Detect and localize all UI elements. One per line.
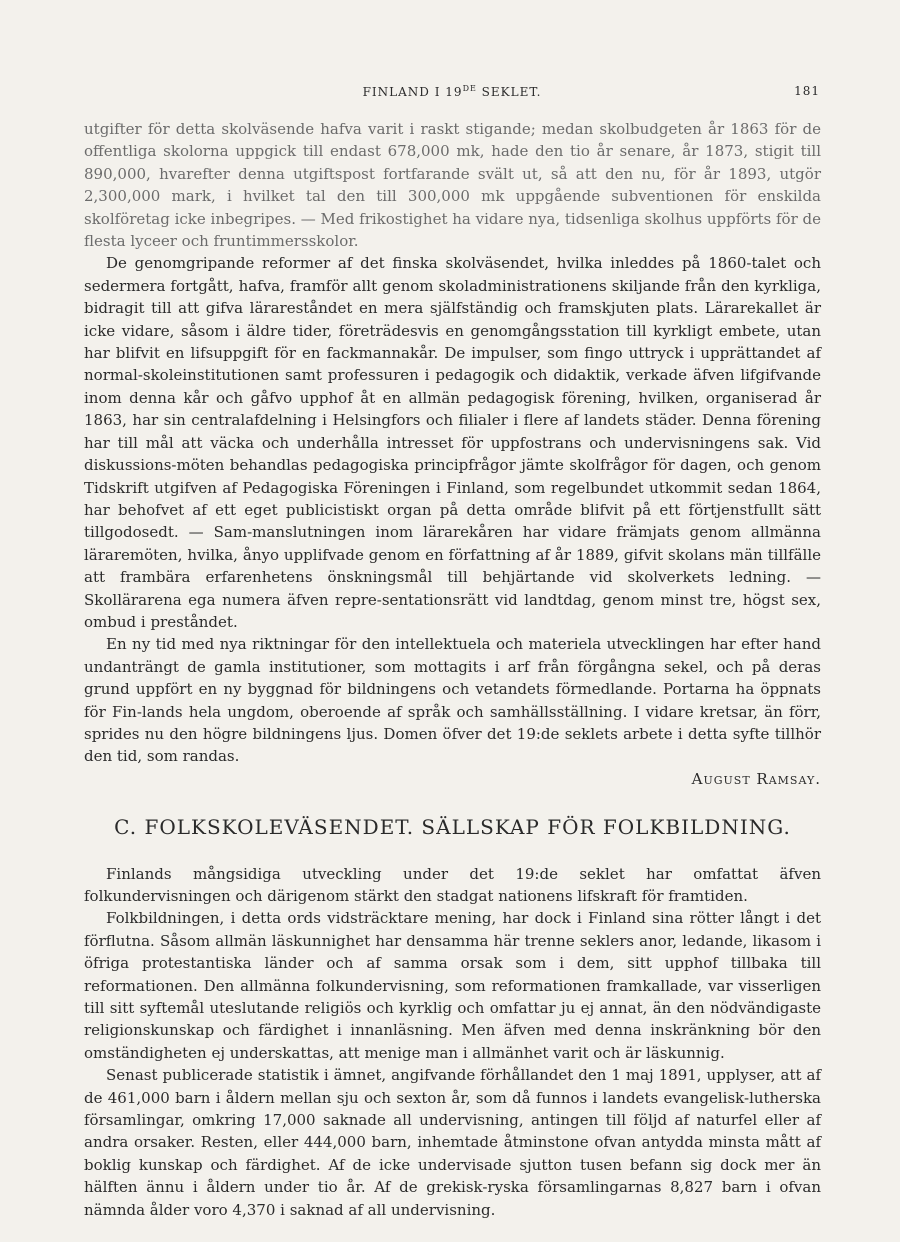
- paragraph: Senast publicerade statistik i ämnet, angifvande förhållandet den 1 maj 1891, upplyser, att af de 461,000 barn i åldern mellan sju och sexton år, som då funnos i landets evangelisk-lutherska församlingar, omkring 17,000 saknade all undervisning, antingen till följd af naturfel eller af andra orsaker. Resten, eller 444,000 barn, inhemtade åtminstone ofvan antydda minsta mått af boklig kunskap och färdighet. Af de icke undervisade sjutton tusen befann sig dock mer än hälften ännu i åldern under tio år. Af de grekisk-ryska församlingarnas 8,827 barn i ofvan nämnda ålder voro 4,370 i saknad af all undervisning.: [84, 1066, 821, 1219]
- paragraph: Folkbildningen, i detta ords vidsträcktare mening, har dock i Finland sina rötter långt i det förflutna. Såsom allmän läskunnighet har densamma här trenne seklers anor, ledande, likasom i öfriga protestantiska länder och af samma orsak som i dem, sitt upphof tillbaka till reformationen. Den allmänna folkundervisning, som reformationen framkallade, var visserligen till sitt syftemål uteslutande religiös och kyrklig och omfattar ju ej annat, än den nödvändigaste religionskunskap och färdighet i innanläsning. Men äfven med denna inskränkning bör den omständigheten ej underskattas, att menige man i allmänhet varit och är läskunnig.: [84, 909, 821, 1062]
- running-head-title: FINLAND I 19DE SEKLET.: [362, 84, 542, 99]
- paragraph: En ny tid med nya riktningar för den intellektuela och materiela utvecklingen har efter hand undanträngt de gamla institutioner, som mottagits i arf från förgångna sekel, och på deras grund uppfört en ny byggnad för bildningens och vetandets förmedlande. Portarna ha öppnats för Fin-lands hela ungdom, oberoende af språk och samhällsställning. I vidare kretsar, än förr, sprides nu den högre bildningens ljus. Domen öfver det 19:de seklets arbete i detta syfte tillhör den tid, som randas.: [84, 635, 821, 766]
- paragraph: Finlands mångsidiga utveckling under det 19:de seklet har omfattat äfven folkundervisningen och därigenom stärkt den stadgat nationens lifskraft för framtiden.: [84, 864, 821, 905]
- author-signature: August Ramsay.: [691, 769, 821, 788]
- section-heading: C. FOLKSKOLEVÄSENDET. SÄLLSKAP FÖR FOLKBILDNING.: [114, 815, 791, 840]
- paragraph: utgifter för detta skolväsende hafva varit i raskt stigande; medan skolbudgeten år 1863 för de offentliga skolorna uppgick till endast 678,000 mk, hade den tio år senare, år 1873, stigit till 890,000, hvarefter denna utgiftspost fortfarande svält ut, så att den nu, för år 1893, utgör 2,300,000 mark, i hvilket tal den till 300,000 mk uppgående subventionen för enskilda skolföretag icke inbegripes. — Med frikostighet ha vidare nya, tidsenliga skolhus uppförts för de flesta lyceer och fruntimmersskolor.: [84, 120, 821, 251]
- paragraph: De genomgripande reformer af det finska skolväsendet, hvilka inleddes på 1860-talet och sedermera fortgått, hafva, framför allt genom skoladministrationens skiljande från den kyrkliga, bidragit till att gifva lärareståndet en mera själfständig och framskjuten plats. Lärarekallet är icke vidare, såsom i äldre tider, företrädesvis en genomgångsstation till kyrkligt embete, utan har blifvit en lifsuppgift för en fackmannakår. De impulser, som fingo uttryck i upprättandet af normal-skoleinstitutionen samt professuren i pedagogik och didaktik, verkade äfven lifgifvande inom denna kår och gåfvo upphof åt en allmän pedagogisk förening, hvilken, organiserad år 1863, har sin centralafdelning i Helsingfors och filialer i flere af landets städer. Denna förening har till mål att väcka och underhålla intresset för uppfostrans och undervisningens sak. Vid diskussions-möten behandlas pedagogiska principfrågor jämte skolfrågor för dagen, och genom Tidskrift utgifven af Pedagogiska Föreningen i Finland, som regelbundet utkommit sedan 1864, har behofvet af ett eget publicistiskt organ på detta område blifvit på ett förtjenstfullt sätt tillgodosedt. — Sam-manslutningen inom lärarekåren har vidare främjats genom allmänna läraremöten, hvilka, ånyo upplifvade genom en författning af år 1889, gifvit skolans män tillfälle att frambära erfarenhetens önskningsmål till behjärtande vid skolverkets ledning. — Skollärarena ega numera äfven repre-sentationsrätt vid landtdag, genom minst tre, högst sex, ombud i preståndet.: [84, 254, 821, 631]
- body-text: [84, 118, 821, 1221]
- page-number: 181: [794, 84, 820, 98]
